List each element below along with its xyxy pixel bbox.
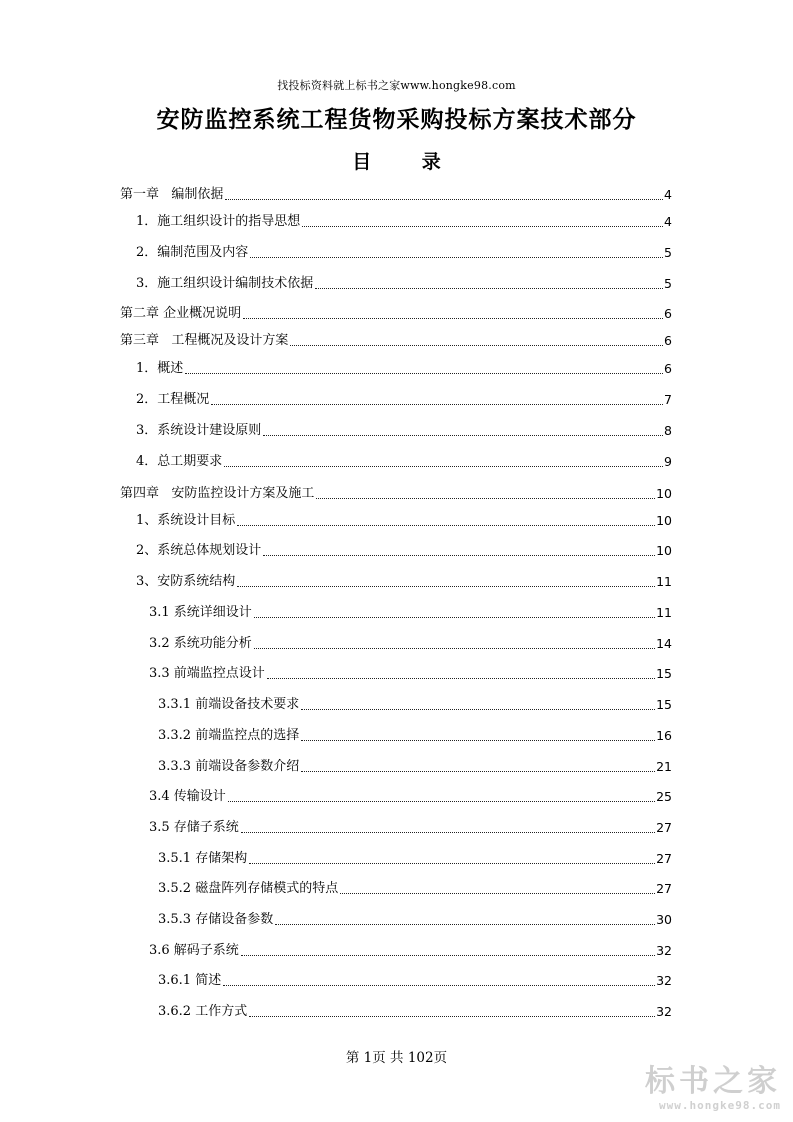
toc-entry[interactable] [158, 723, 672, 745]
toc-leader [254, 617, 655, 618]
toc-entry-label: 第二章 企业概况说明 [120, 306, 242, 321]
toc-entry-page: 9 [664, 454, 672, 469]
toc-entry[interactable] [149, 631, 672, 653]
toc-entry[interactable] [149, 600, 672, 622]
toc-entry-page: 8 [664, 423, 672, 438]
toc-leader [241, 832, 655, 833]
toc-entry-label: 2、系统总体规划设计 [136, 543, 262, 558]
toc-entry-page: 6 [664, 306, 672, 321]
toc-entry[interactable] [149, 784, 672, 806]
toc-entry-label: 3.5.3 存储设备参数 [158, 912, 274, 927]
toc-entry[interactable] [120, 481, 672, 503]
watermark-url: www.hongke98.com [659, 1099, 781, 1112]
toc-leader [275, 924, 655, 925]
document-title: 安防监控系统工程货物采购投标方案技术部分 [156, 106, 637, 133]
toc-entry-label: 3.6 解码子系统 [149, 943, 239, 958]
toc-leader [249, 1016, 655, 1017]
toc-entry-page: 25 [656, 789, 672, 804]
toc-entry[interactable] [149, 938, 672, 960]
toc-entry-page: 5 [664, 276, 672, 291]
toc-entry-label: 3.4 传输设计 [149, 789, 226, 804]
toc-leader [225, 199, 663, 200]
toc-leader [316, 498, 655, 499]
toc-entry[interactable] [120, 301, 672, 323]
toc-entry[interactable] [136, 418, 672, 440]
toc-entry-label: 第三章 工程概况及设计方案 [120, 333, 289, 348]
toc-entry[interactable] [149, 815, 672, 837]
watermark-logo [645, 1065, 781, 1112]
toc-entry[interactable] [158, 692, 672, 714]
toc-entry-page: 14 [656, 636, 672, 651]
toc-entry-label: 4．总工期要求 [136, 454, 223, 469]
toc-entry-label: 3.5.2 磁盘阵列存储模式的特点 [158, 881, 339, 896]
toc-leader [340, 893, 655, 894]
toc-leader [224, 466, 663, 467]
toc-entry-page: 16 [656, 728, 672, 743]
toc-entry-page: 11 [656, 574, 672, 589]
toc-entry[interactable] [136, 449, 672, 471]
toc-leader [250, 257, 663, 258]
toc-entry-page: 6 [664, 333, 672, 348]
toc-entry[interactable] [136, 356, 672, 378]
toc-leader [237, 525, 655, 526]
watermark-brand: 标书之家 [645, 1064, 781, 1099]
toc-entry[interactable] [136, 569, 672, 591]
toc-entry-page: 32 [656, 943, 672, 958]
toc-leader [211, 404, 663, 405]
toc-leader [301, 771, 655, 772]
toc-entry[interactable] [158, 846, 672, 868]
toc-leader [267, 678, 655, 679]
toc-entry[interactable] [136, 271, 672, 293]
toc-leader [254, 648, 655, 649]
toc-leader [263, 555, 655, 556]
toc-leader [223, 985, 655, 986]
toc-entry-page: 27 [656, 851, 672, 866]
toc-heading: 目 录 [352, 151, 463, 173]
toc-entry[interactable] [120, 182, 672, 204]
toc-entry-page: 4 [664, 214, 672, 229]
toc-entry-label: 2．工程概况 [136, 392, 210, 407]
toc-leader [290, 345, 663, 346]
toc-leader [301, 709, 655, 710]
toc-entry-page: 27 [656, 820, 672, 835]
toc-entry-page: 21 [656, 759, 672, 774]
toc-leader [243, 318, 663, 319]
toc-entry-label: 1．施工组织设计的指导思想 [136, 214, 301, 229]
toc-entry[interactable] [158, 999, 672, 1021]
toc-entry-page: 11 [656, 605, 672, 620]
toc-leader [228, 801, 655, 802]
toc-entry[interactable] [136, 209, 672, 231]
toc-entry-label: 3、安防系统结构 [136, 574, 236, 589]
toc-entry[interactable] [158, 754, 672, 776]
toc-entry-label: 1．概述 [136, 361, 184, 376]
toc-leader [249, 863, 655, 864]
toc-entry-label: 3.3.1 前端设备技术要求 [158, 697, 300, 712]
toc-entry-page: 15 [656, 697, 672, 712]
toc-entry-label: 3.5.1 存储架构 [158, 851, 248, 866]
toc-entry[interactable] [136, 387, 672, 409]
toc-entry[interactable] [136, 240, 672, 262]
toc-entry-label: 3.6.2 工作方式 [158, 1004, 248, 1019]
toc-entry-label: 3.6.1 简述 [158, 973, 222, 988]
toc-entry-label: 3．系统设计建设原则 [136, 423, 262, 438]
toc-entry-label: 3.3 前端监控点设计 [149, 666, 265, 681]
header-note: 找投标资料就上标书之家www.hongke98.com [277, 79, 516, 92]
toc-entry[interactable] [136, 538, 672, 560]
toc-entry-page: 7 [664, 392, 672, 407]
toc-entry-label: 3.3.2 前端监控点的选择 [158, 728, 300, 743]
toc-entry[interactable] [158, 876, 672, 898]
toc-entry-label: 3.2 系统功能分析 [149, 636, 252, 651]
toc-entry[interactable] [149, 661, 672, 683]
toc-entry-label: 3.5 存储子系统 [149, 820, 239, 835]
toc-leader [301, 740, 655, 741]
toc-leader [241, 955, 655, 956]
toc-entry-label: 第四章 安防监控设计方案及施工 [120, 486, 315, 501]
toc-entry-page: 27 [656, 881, 672, 896]
toc-entry-label: 3.3.3 前端设备参数介绍 [158, 759, 300, 774]
toc-entry-page: 6 [664, 361, 672, 376]
toc-entry-page: 10 [656, 513, 672, 528]
page-footer: 第 1页 共 102页 [345, 1050, 448, 1066]
toc-entry-page: 30 [656, 912, 672, 927]
toc-entry-label: 2．编制范围及内容 [136, 245, 249, 260]
toc-entry-page: 10 [656, 543, 672, 558]
toc-leader [302, 226, 663, 227]
toc-entry[interactable] [158, 968, 672, 990]
toc-leader [237, 586, 655, 587]
toc-entry-label: 3．施工组织设计编制技术依据 [136, 276, 314, 291]
toc-entry-label: 第一章 编制依据 [120, 187, 224, 202]
toc-entry[interactable] [158, 907, 672, 929]
toc-leader [315, 288, 663, 289]
toc-entry[interactable] [136, 508, 672, 530]
toc-leader [263, 435, 663, 436]
toc-entry-page: 10 [656, 486, 672, 501]
toc-entry-page: 32 [656, 973, 672, 988]
toc-entry-page: 4 [664, 187, 672, 202]
toc-entry-page: 15 [656, 666, 672, 681]
toc-leader [185, 373, 663, 374]
toc-entry[interactable] [120, 328, 672, 350]
toc-entry-label: 3.1 系统详细设计 [149, 605, 252, 620]
toc-entry-page: 5 [664, 245, 672, 260]
toc-entry-label: 1、系统设计目标 [136, 513, 236, 528]
toc-entry-page: 32 [656, 1004, 672, 1019]
